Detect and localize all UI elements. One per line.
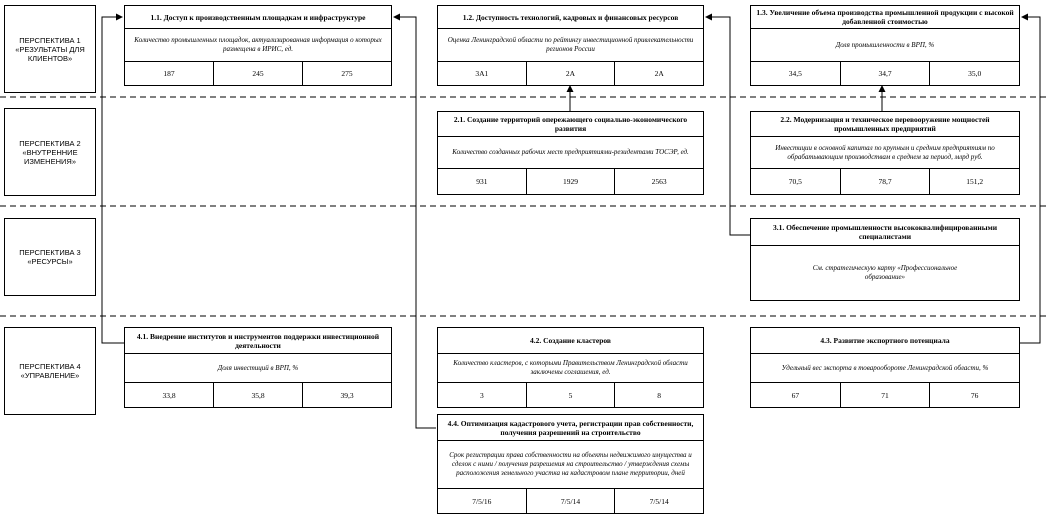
arrow-4-4-to-1-1 bbox=[394, 17, 436, 428]
card-title: 3.1. Обеспечение промышленности высококвалифицированными специалистами bbox=[751, 219, 1019, 246]
value-cell: 187 bbox=[125, 62, 214, 85]
card-title: 2.2. Модернизация и техническое перевооружение мощностей промышленных предприятий bbox=[751, 112, 1019, 137]
value-cell: 275 bbox=[341, 69, 353, 78]
value-cell: 3А1 bbox=[438, 62, 527, 85]
card-indicator: Удельный вес экспорта в товарообороте Ленинградской области, % bbox=[751, 354, 1019, 383]
value-cell: 5 bbox=[527, 383, 616, 407]
value-cell: 151,2 bbox=[966, 177, 984, 186]
card-indicator: Оценка Ленинградской области по рейтингу инвестиционной привлекательности регионов России bbox=[438, 29, 703, 62]
arrow-3-1-to-1-2 bbox=[706, 17, 750, 235]
value-cell: 7/5/14 bbox=[649, 496, 669, 506]
card-title: 2.1. Создание территорий опережающего социально-экономического развития bbox=[438, 112, 703, 137]
value-cell: 931 bbox=[438, 169, 527, 194]
perspective-4-label: ПЕРСПЕКТИВА 4 «УПРАВЛЕНИЕ» bbox=[4, 327, 96, 415]
card-title: 1.1. Доступ к производственным площадкам и инфраструктуре bbox=[125, 6, 391, 29]
value-cell: 39,3 bbox=[340, 390, 354, 400]
card-indicator: Количество промышленных площадок, актуализированная информация о которых размещена в ИРИС, ед. bbox=[125, 29, 391, 62]
card-2-1 bbox=[437, 111, 704, 195]
value-cell: 245 bbox=[214, 62, 303, 85]
arrow-4-1-to-1-1 bbox=[102, 17, 124, 343]
value-cell: 2А bbox=[654, 69, 664, 78]
perspective-2-label: ПЕРСПЕКТИВА 2 «ВНУТРЕННИЕ ИЗМЕНЕНИЯ» bbox=[4, 108, 96, 196]
value-cell: 3 bbox=[438, 383, 527, 407]
value-cell: 35,0 bbox=[968, 69, 982, 78]
perspective-1-label: ПЕРСПЕКТИВА 1 «РЕЗУЛЬТАТЫ ДЛЯ КЛИЕНТОВ» bbox=[4, 5, 96, 93]
card-indicator: Инвестиции в основной капитал по крупным и средним предприятиям по обрабатывающим производствам в среднем за период, млрд руб. bbox=[751, 137, 1019, 169]
card-4-3 bbox=[750, 327, 1020, 408]
card-title: 1.2. Доступность технологий, кадровых и финансовых ресурсов bbox=[438, 6, 703, 29]
card-4-4 bbox=[437, 414, 704, 514]
card-indicator: См. стратегическую карту «Профессиональное образование» bbox=[812, 264, 958, 281]
value-cell: 7/5/14 bbox=[527, 489, 616, 513]
value-cell: 71 bbox=[841, 383, 931, 407]
card-1-1 bbox=[124, 5, 392, 86]
arrow-4-3-to-1-3 bbox=[1019, 17, 1040, 343]
card-3-1 bbox=[750, 218, 1020, 301]
card-indicator: Доля промышленности в ВРП, % bbox=[751, 29, 1019, 62]
value-cell: 76 bbox=[970, 390, 979, 400]
value-cell: 7/5/16 bbox=[438, 489, 527, 513]
card-1-2 bbox=[437, 5, 704, 86]
card-4-1 bbox=[124, 327, 392, 408]
card-2-2 bbox=[750, 111, 1020, 195]
perspective-3-label: ПЕРСПЕКТИВА 3 «РЕСУРСЫ» bbox=[4, 218, 96, 296]
value-cell: 67 bbox=[751, 383, 841, 407]
card-indicator: Количество созданных рабочих мест предприятиями-резидентами ТОСЭР, ед. bbox=[438, 137, 703, 169]
value-cell: 35,8 bbox=[214, 383, 303, 407]
card-title: 4.4. Оптимизация кадастрового учета, регистрации прав собственности, получения разрешений на строительство bbox=[438, 415, 703, 441]
value-cell: 78,7 bbox=[841, 169, 931, 194]
card-1-3 bbox=[750, 5, 1020, 86]
card-indicator: Доля инвестиций в ВРП, % bbox=[125, 354, 391, 383]
value-cell: 2563 bbox=[651, 177, 667, 186]
value-cell: 8 bbox=[657, 390, 662, 400]
card-indicator: Количество кластеров, с которыми Правительством Ленинградской области заключены соглашения, ед. bbox=[438, 354, 703, 383]
value-cell: 34,5 bbox=[751, 62, 841, 85]
card-title: 4.3. Развитие экспортного потенциала bbox=[751, 328, 1019, 354]
card-title: 1.3. Увеличение объема производства промышленной продукции с высокой добавленной стоимостью bbox=[751, 6, 1019, 29]
card-title: 4.1. Внедрение институтов и инструментов поддержки инвестиционной деятельности bbox=[125, 328, 391, 354]
value-cell: 34,7 bbox=[841, 62, 931, 85]
card-4-2 bbox=[437, 327, 704, 408]
value-cell: 70,5 bbox=[751, 169, 841, 194]
card-title: 4.2. Создание кластеров bbox=[438, 328, 703, 354]
card-indicator: Срок регистрации права собственности на объекты недвижимого имущества и сделок с ними / получения разрешения на строительство / утверждения схемы расположения земельного участка на кадастровом плане территории, дней bbox=[438, 441, 703, 489]
value-cell: 1929 bbox=[527, 169, 616, 194]
value-cell: 2А bbox=[527, 62, 616, 85]
value-cell: 33,8 bbox=[125, 383, 214, 407]
